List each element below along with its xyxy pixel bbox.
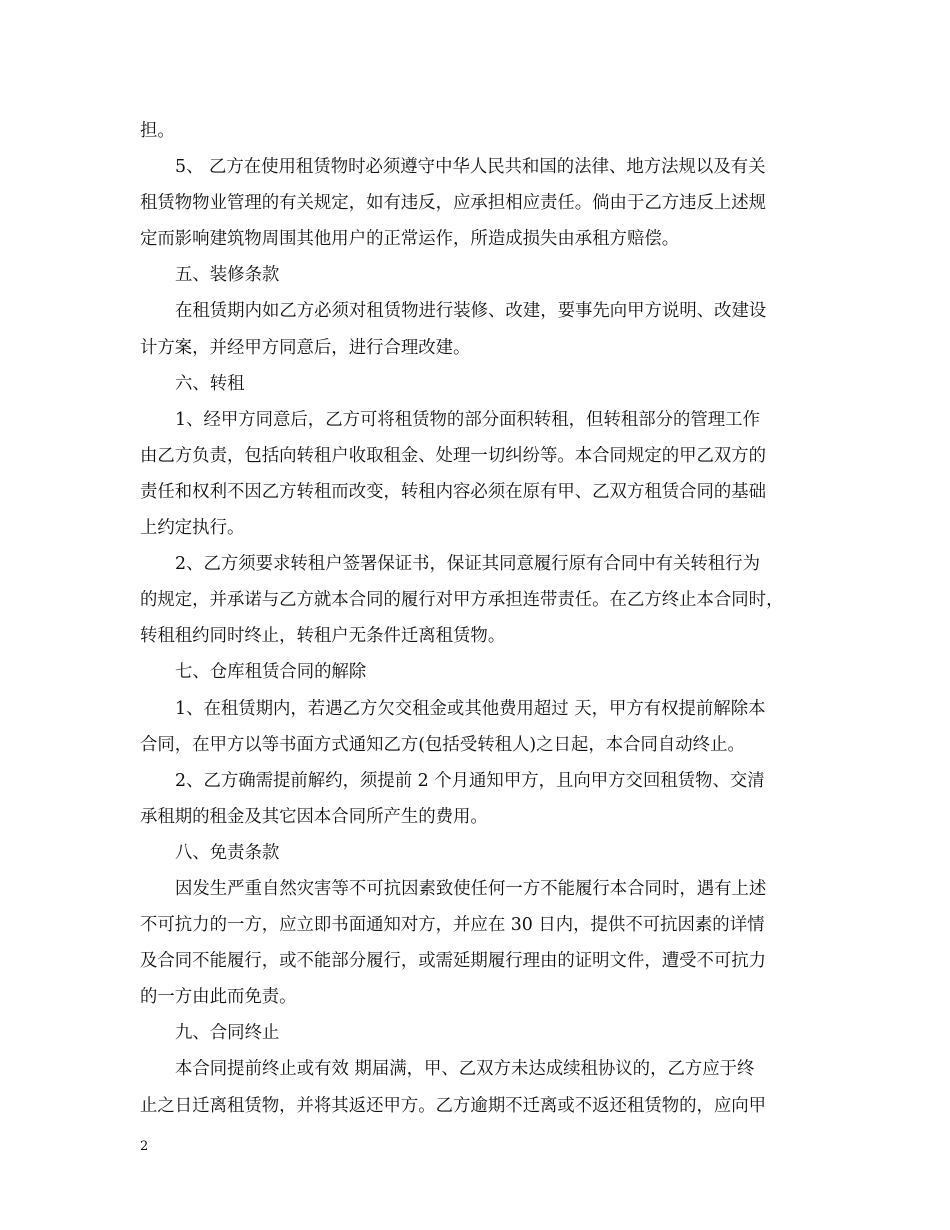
text-line: 5、 乙方在使用租赁物时必须遵守中华人民共和国的法律、地方法规以及有关 [175, 157, 766, 178]
text-line: 七、仓库租赁合同的解除 [175, 662, 367, 683]
text-line: 承租期的租金及其它因本合同所产生的费用。 [140, 806, 488, 827]
text-line: 转租租约同时终止，转租户无条件迁离租赁物。 [140, 626, 506, 647]
text-line: 上约定执行。 [140, 518, 245, 539]
text-line: 的一方由此而免责。 [140, 987, 297, 1008]
text-line: 在租赁期内如乙方必须对租赁物进行装修、改建，要事先向甲方说明、改建设 [175, 301, 767, 322]
text-line: 计方案，并经甲方同意后，进行合理改建。 [140, 337, 471, 358]
text-line: 定而影响建筑物周围其他用户的正常运作，所造成损失由承租方赔偿。 [140, 229, 680, 250]
text-line: 由乙方负责，包括向转租户收取租金、处理一切纠纷等。本合同规定的甲乙双方的 [140, 445, 767, 466]
text-line: 2、乙方须要求转租户签署保证书，保证其同意履行原有合同中有关转租行为 [175, 554, 760, 575]
document-body [140, 113, 812, 1124]
text-line: 责任和权利不因乙方转租而改变，转租内容必须在原有甲、乙双方租赁合同的基础 [140, 481, 767, 502]
text-line: 合同，在甲方以等书面方式通知乙方(包括受转租人)之日起，本合同自动终止。 [140, 734, 745, 755]
text-line: 九、合同终止 [175, 1023, 280, 1044]
text-line: 六、转租 [175, 373, 245, 394]
text-line: 及合同不能履行，或不能部分履行，或需延期履行理由的证明文件，遭受不可抗力 [140, 951, 767, 972]
text-line: 担。 [140, 121, 175, 141]
text-line: 因发生严重自然灾害等不可抗因素致使任何一方不能履行本合同时，遇有上述 [175, 878, 767, 899]
text-line: 租赁物物业管理的有关规定，如有违反，应承担相应责任。倘由于乙方违反上述规 [140, 193, 767, 214]
text-line: 不可抗力的一方，应立即书面通知对方，并应在 30 日内，提供不可抗因素的详情 [140, 915, 765, 936]
text-line: 1、经甲方同意后，乙方可将租赁物的部分面积转租，但转租部分的管理工作 [175, 409, 760, 430]
page-number: 2 [140, 1139, 149, 1154]
text-line: 八、免责条款 [175, 842, 280, 863]
text-line: 1、在租赁期内，若遇乙方欠交租金或其他费用超过 天，甲方有权提前解除本 [175, 698, 766, 719]
text-line: 本合同提前终止或有效 期届满，甲、乙双方未达成续租协议的，乙方应于终 [175, 1059, 755, 1080]
text-line: 2、乙方确需提前解约，须提前 2 个月通知甲方，且向甲方交回租赁物、交清 [175, 770, 765, 791]
text-line: 止之日迁离租赁物，并将其返还甲方。乙方逾期不迁离或不返还租赁物的，应向甲 [140, 1095, 767, 1116]
text-line: 五、装修条款 [175, 265, 280, 286]
text-line: 的规定，并承诺与乙方就本合同的履行对甲方承担连带责任。在乙方终止本合同时， [140, 590, 784, 611]
